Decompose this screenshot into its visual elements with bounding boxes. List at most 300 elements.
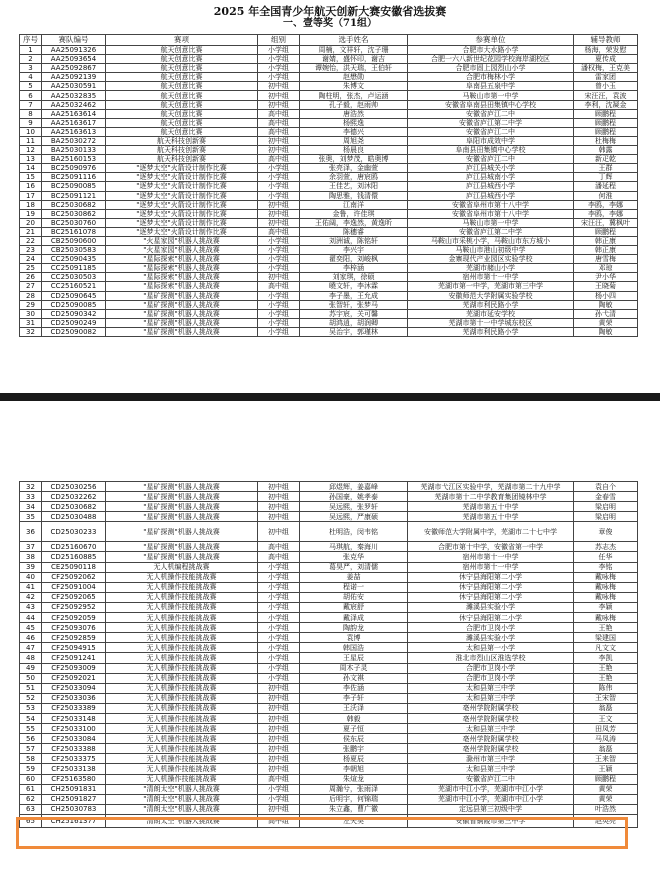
cell-team-id: CF25091004	[42, 582, 106, 592]
cell-players: 侯东辰	[300, 734, 408, 744]
table-row	[20, 127, 638, 136]
cell-index: 23	[20, 246, 42, 255]
cell-unit: 合肥市第十中学，安徽省第一中学	[408, 542, 574, 552]
cell-index: 56	[20, 734, 42, 744]
cell-group: 高中组	[258, 127, 300, 136]
cell-players: 朱煊龙	[300, 774, 408, 784]
cell-players: 李佐涵	[300, 683, 408, 693]
cell-coach: 黄荣	[574, 318, 638, 327]
cell-unit: 安徽省庐江第二中学	[408, 118, 574, 127]
cell-team-id: BA25030272	[42, 136, 106, 145]
cell-event: "逐梦太空"火箭设计制作比赛	[106, 209, 258, 218]
table-row	[20, 327, 638, 336]
cell-index: 16	[20, 182, 42, 191]
cell-unit: 安徽省庐江二中	[408, 109, 574, 118]
cell-team-id: CD25160885	[42, 552, 106, 562]
cell-group: 小学组	[258, 64, 300, 73]
cell-team-id: BC25091116	[42, 173, 106, 182]
cell-players: 韩毅	[300, 713, 408, 723]
cell-unit: 庐江县城西小学	[408, 191, 574, 200]
cell-team-id: CD25032262	[42, 492, 106, 502]
table-row	[20, 582, 638, 592]
table-row	[20, 318, 638, 327]
cell-players: 吴远熙，张罗轩	[300, 502, 408, 512]
cell-index: 35	[20, 512, 42, 522]
cell-unit: 休宁县海阳第二小学	[408, 613, 574, 623]
cell-index: 3	[20, 64, 42, 73]
document-title: 2025 年全国青少年航天创新大赛安徽省选拔赛	[213, 5, 447, 18]
table-row	[20, 200, 638, 209]
table-row	[20, 764, 638, 774]
cell-team-id: CH25161377	[42, 814, 106, 827]
cell-players: 唐浩然	[300, 109, 408, 118]
cell-event: "逐梦太空"火箭设计制作比赛	[106, 200, 258, 209]
cell-group: 高中组	[258, 282, 300, 291]
cell-coach: 赵英亮	[574, 814, 638, 827]
cell-unit: 芜湖市第五十中学	[408, 502, 574, 512]
cell-team-id: CF25033375	[42, 754, 106, 764]
cell-coach: 杜梅梅	[574, 136, 638, 145]
cell-index: 54	[20, 713, 42, 723]
cell-event: "星矿探测"机器人挑战赛	[106, 309, 258, 318]
cell-coach: 顾鹏程	[574, 127, 638, 136]
cell-group: 小学组	[258, 255, 300, 264]
cell-unit: 濉溪县实验小学	[408, 602, 574, 612]
cell-index: 34	[20, 502, 42, 512]
cell-event: "逐梦太空"火箭设计制作比赛	[106, 164, 258, 173]
cell-index: 2	[20, 55, 42, 64]
cell-team-id: CD25030233	[42, 522, 106, 542]
awards-table-part1	[19, 34, 638, 337]
cell-team-id: CC25160521	[42, 282, 106, 291]
cell-group: 小学组	[258, 300, 300, 309]
section-subtitle: 一、壹等奖（71组）	[283, 18, 377, 29]
cell-players: 李德兴	[300, 127, 408, 136]
table-row	[20, 255, 638, 264]
cell-coach: 雷家团	[574, 73, 638, 82]
cell-group: 高中组	[258, 118, 300, 127]
header-coach: 辅导教师	[574, 35, 638, 46]
cell-unit: 太和县第三中学	[408, 683, 574, 693]
cell-players: 李梓涵	[300, 264, 408, 273]
cell-unit: 休宁县海阳第二小学	[408, 572, 574, 582]
cell-event: 无人机操作技能挑战赛	[106, 724, 258, 734]
cell-index: 60	[20, 774, 42, 784]
cell-event: 航天创意比赛	[106, 100, 258, 109]
cell-unit: 芜湖市第一中学，芜湖市第三中学	[408, 282, 574, 291]
cell-group: 小学组	[258, 613, 300, 623]
cell-index: 49	[20, 663, 42, 673]
header-group: 组别	[258, 35, 300, 46]
cell-unit: 合肥市卫岗小学	[408, 673, 574, 683]
cell-coach: 翁磊	[574, 744, 638, 754]
cell-team-id: CF25033388	[42, 744, 106, 754]
cell-team-id: CH25091827	[42, 794, 106, 804]
cell-team-id: CD25090249	[42, 318, 106, 327]
table-row	[20, 227, 638, 236]
cell-unit: 宿州市第十一中学	[408, 552, 574, 562]
cell-event: "星矿探测"机器人挑战赛	[106, 492, 258, 502]
cell-team-id: AA25092139	[42, 73, 106, 82]
cell-team-id: CF25092062	[42, 572, 106, 582]
cell-event: 无人机操作技能挑战赛	[106, 613, 258, 623]
cell-event: "星际探索"机器人挑战赛	[106, 282, 258, 291]
table-row	[20, 724, 638, 734]
cell-players: 胡佑安	[300, 592, 408, 602]
cell-index: 12	[20, 146, 42, 155]
cell-index: 40	[20, 572, 42, 582]
cell-event: 航天创意比赛	[106, 118, 258, 127]
cell-coach: 宋汪汪，冀枫叶	[574, 218, 638, 227]
awards-table-part2	[19, 481, 638, 828]
cell-players: 江南洋	[300, 200, 408, 209]
table-row	[20, 282, 638, 291]
cell-event: 航天科技创新赛	[106, 136, 258, 145]
cell-team-id: CD25160670	[42, 542, 106, 552]
cell-unit: 定远县第三初级中学	[408, 804, 574, 814]
cell-players: 葛昊严，刘清儒	[300, 562, 408, 572]
cell-players: 陶思雅，钱清儇	[300, 191, 408, 200]
table-row	[20, 512, 638, 522]
table-row	[20, 602, 638, 612]
table-row	[20, 236, 638, 245]
cell-group: 高中组	[258, 542, 300, 552]
cell-group: 高中组	[258, 109, 300, 118]
cell-players: 陶柱明，张杰，卢运涵	[300, 91, 408, 100]
table-row	[20, 613, 638, 623]
cell-players: 程诺一	[300, 582, 408, 592]
cell-unit: 太和县第三中学	[408, 724, 574, 734]
cell-coach: 韩露	[574, 146, 638, 155]
table-row	[20, 502, 638, 512]
cell-group: 高中组	[258, 227, 300, 236]
cell-group: 高中组	[258, 552, 300, 562]
cell-coach: 金春雪	[574, 492, 638, 502]
cell-coach: 杨小四	[574, 291, 638, 300]
cell-players: 刘家琪，徐硕	[300, 273, 408, 282]
cell-index: 55	[20, 724, 42, 734]
cell-group: 小学组	[258, 562, 300, 572]
table-row	[20, 73, 638, 82]
cell-index: 32	[20, 327, 42, 336]
table-row	[20, 643, 638, 653]
cell-coach: 戴咏梅	[574, 592, 638, 602]
cell-coach: 王晓菊	[574, 282, 638, 291]
cell-coach: 王艳	[574, 673, 638, 683]
table-row	[20, 784, 638, 794]
cell-group: 初中组	[258, 100, 300, 109]
cell-unit: 合肥市固上园烈山小学	[408, 64, 574, 73]
cell-unit: 安徽师范大学附属中学，芜湖市二十七中学	[408, 522, 574, 542]
cell-index: 14	[20, 164, 42, 173]
cell-coach: 王颖	[574, 764, 638, 774]
cell-coach: 丁辉	[574, 173, 638, 182]
cell-index: 62	[20, 794, 42, 804]
cell-index: 4	[20, 73, 42, 82]
cell-players: 孙文祺	[300, 673, 408, 683]
table-row	[20, 774, 638, 784]
cell-players: 谢婧，盛怀印，谢吉	[300, 55, 408, 64]
cell-coach: 王来智	[574, 754, 638, 764]
cell-unit: 宿州市第十一中学	[408, 562, 574, 572]
table-row	[20, 703, 638, 713]
cell-team-id: AA25092867	[42, 64, 106, 73]
cell-event: 无人机操作技能挑战赛	[106, 754, 258, 764]
cell-group: 初中组	[258, 492, 300, 502]
cell-players: 陈穗睿	[300, 227, 408, 236]
cell-event: "火星家园"机器人挑战赛	[106, 236, 258, 245]
cell-index: 1	[20, 46, 42, 55]
cell-event: 无人机操作技能挑战赛	[106, 734, 258, 744]
table-row	[20, 46, 638, 55]
cell-team-id: AA25091326	[42, 46, 106, 55]
cell-unit: 太和县第一小学	[408, 643, 574, 653]
table-row	[20, 246, 638, 255]
cell-team-id: CF25033036	[42, 693, 106, 703]
cell-players: 夏子恒	[300, 724, 408, 734]
cell-group: 小学组	[258, 236, 300, 245]
cell-team-id: CF25091241	[42, 653, 106, 663]
cell-coach: 梁启明	[574, 502, 638, 512]
cell-coach: 顾鹏程	[574, 109, 638, 118]
cell-players: 余羽萱，唐宸鸥	[300, 173, 408, 182]
cell-index: 15	[20, 173, 42, 182]
cell-event: 无人机操作技能挑战赛	[106, 713, 258, 723]
cell-index: 13	[20, 155, 42, 164]
cell-players: 姜喆	[300, 572, 408, 582]
cell-players: 杨晨良	[300, 146, 408, 155]
cell-group: 小学组	[258, 673, 300, 683]
cell-players: 杨夏辰	[300, 754, 408, 764]
cell-event: "星矿探测"机器人挑战赛	[106, 552, 258, 562]
cell-unit: 安徽省铜陵市第三中学	[408, 814, 574, 827]
cell-event: "逐梦太空"火箭设计制作比赛	[106, 173, 258, 182]
cell-index: 36	[20, 522, 42, 542]
cell-coach: 李铭	[574, 562, 638, 572]
cell-event: 无人机操作技能挑战赛	[106, 764, 258, 774]
cell-index: 41	[20, 582, 42, 592]
table-row	[20, 683, 638, 693]
cell-event: 无人机操作技能挑战赛	[106, 633, 258, 643]
cell-event: "清朗太空"机器人挑战赛	[106, 804, 258, 814]
cell-team-id: CF25033084	[42, 734, 106, 744]
cell-group: 初中组	[258, 502, 300, 512]
cell-players: 周木子灵	[300, 663, 408, 673]
cell-team-id: CD25030256	[42, 482, 106, 492]
cell-event: 无人机操作技能挑战赛	[106, 572, 258, 582]
cell-event: 航天创意比赛	[106, 82, 258, 91]
cell-event: "逐梦太空"火箭设计制作比赛	[106, 182, 258, 191]
cell-team-id: CF25093076	[42, 623, 106, 633]
table-row	[20, 82, 638, 91]
cell-players: 李朝旭	[300, 764, 408, 774]
cell-coach: 田凤芳	[574, 724, 638, 734]
cell-coach: 唐雪梅	[574, 255, 638, 264]
cell-group: 初中组	[258, 522, 300, 542]
cell-team-id: CD25090082	[42, 327, 106, 336]
cell-coach: 韩正康	[574, 246, 638, 255]
cell-team-id: CD25030488	[42, 512, 106, 522]
cell-group: 初中组	[258, 512, 300, 522]
cell-group: 小学组	[258, 318, 300, 327]
table-row	[20, 552, 638, 562]
cell-index: 46	[20, 633, 42, 643]
header-players: 选手姓名	[300, 35, 408, 46]
table-row	[20, 118, 638, 127]
cell-players: 李子轩	[300, 693, 408, 703]
cell-players: 王佑阔，李逸然，黄逸昕	[300, 218, 408, 227]
cell-group: 初中组	[258, 82, 300, 91]
cell-team-id: CD25090342	[42, 309, 106, 318]
cell-index: 51	[20, 683, 42, 693]
cell-team-id: AA25163613	[42, 127, 106, 136]
cell-team-id: AA25032462	[42, 100, 106, 109]
cell-team-id: BA25030133	[42, 146, 106, 155]
cell-players: 韩国浩	[300, 643, 408, 653]
cell-index: 59	[20, 764, 42, 774]
cell-players: 张克华	[300, 552, 408, 562]
cell-group: 小学组	[258, 794, 300, 804]
cell-group: 初中组	[258, 693, 300, 703]
cell-players: 陶韵龙	[300, 623, 408, 633]
header-index: 序号	[20, 35, 42, 46]
cell-group: 小学组	[258, 55, 300, 64]
cell-unit: 安徽省庐江二中	[408, 127, 574, 136]
cell-coach: 顾鹏程	[574, 118, 638, 127]
cell-index: 31	[20, 318, 42, 327]
cell-players: 周瀚兮，张雨泽	[300, 784, 408, 794]
cell-unit: 太和县第三中学	[408, 764, 574, 774]
cell-group: 小学组	[258, 663, 300, 673]
table-row	[20, 794, 638, 804]
cell-team-id: CF25033094	[42, 683, 106, 693]
table-row	[20, 663, 638, 673]
cell-index: 24	[20, 255, 42, 264]
cell-index: 26	[20, 273, 42, 282]
cell-index: 61	[20, 784, 42, 794]
cell-coach: 王艳	[574, 663, 638, 673]
cell-players: 周楠，文祥轩，沈子珊	[300, 46, 408, 55]
table-row	[20, 633, 638, 643]
cell-group: 小学组	[258, 602, 300, 612]
cell-group: 初中组	[258, 713, 300, 723]
cell-coach: 陶敏	[574, 327, 638, 336]
cell-coach: 李鸥，李娜	[574, 209, 638, 218]
cell-team-id: BC25161078	[42, 227, 106, 236]
cell-group: 小学组	[258, 164, 300, 173]
cell-coach: 章俊	[574, 522, 638, 542]
table-row	[20, 91, 638, 100]
cell-event: "星际探索"机器人挑战赛	[106, 264, 258, 273]
cell-players: 苏宇宸，关可馨	[300, 309, 408, 318]
table-row	[20, 542, 638, 552]
cell-unit: 安徽师范大学附属实验学校	[408, 291, 574, 300]
cell-players: 赵懋勋	[300, 73, 408, 82]
cell-unit: 合肥市卫岗小学	[408, 623, 574, 633]
cell-index: 6	[20, 91, 42, 100]
cell-players: 王星辰	[300, 653, 408, 663]
cell-team-id: CF25092952	[42, 602, 106, 612]
table-row	[20, 653, 638, 663]
cell-players: 张鹏宇	[300, 744, 408, 754]
cell-players: 张亮泽，金幽萱	[300, 164, 408, 173]
cell-team-id: CH25091831	[42, 784, 106, 794]
table-row	[20, 492, 638, 502]
cell-index: 53	[20, 703, 42, 713]
cell-unit: 合肥市大水路小学	[408, 46, 574, 55]
cell-team-id: CF25093009	[42, 663, 106, 673]
cell-event: "清朗太空"机器人挑战赛	[106, 794, 258, 804]
cell-event: "星际探索"机器人挑战赛	[106, 273, 258, 282]
cell-group: 初中组	[258, 482, 300, 492]
cell-coach: 陶敏	[574, 300, 638, 309]
cell-coach: 袁自个	[574, 482, 638, 492]
cell-players: 吴远熙，严康硕	[300, 512, 408, 522]
cell-group: 小学组	[258, 309, 300, 318]
cell-group: 小学组	[258, 191, 300, 200]
highlight-box	[16, 817, 628, 849]
cell-event: "星矿探测"机器人挑战赛	[106, 542, 258, 552]
cell-unit: 亳州学院附属学校	[408, 744, 574, 754]
cell-coach: 何淮	[574, 191, 638, 200]
cell-players: 王沃泽	[300, 703, 408, 713]
cell-unit: 安徽省庐江二中	[408, 774, 574, 784]
cell-coach: 潘延程	[574, 182, 638, 191]
cell-players: 袁博	[300, 633, 408, 643]
cell-team-id: CF25033389	[42, 703, 106, 713]
cell-event: 航天创意比赛	[106, 91, 258, 100]
cell-coach: 李利，沈凝金	[574, 100, 638, 109]
cell-team-id: BC25030862	[42, 209, 106, 218]
cell-coach: 戴咏梅	[574, 582, 638, 592]
cell-index: 17	[20, 191, 42, 200]
table-row	[20, 100, 638, 109]
cell-unit: 马鞍山市采桃小学，马鞍山市东方城小	[408, 236, 574, 245]
cell-event: 航天科技创新赛	[106, 146, 258, 155]
cell-coach: 邓琼	[574, 264, 638, 273]
cell-group: 初中组	[258, 754, 300, 764]
cell-group: 小学组	[258, 653, 300, 663]
cell-unit: 马鞍山市第一中学	[408, 218, 574, 227]
cell-players: 戴宸舒	[300, 602, 408, 612]
cell-players: 翟奕阳，刘峻枫	[300, 255, 408, 264]
table-row	[20, 273, 638, 282]
cell-team-id: BC25090976	[42, 164, 106, 173]
cell-coach: 叶浩然	[574, 804, 638, 814]
cell-coach: 王宋智	[574, 693, 638, 703]
table-row	[20, 146, 638, 155]
cell-team-id: AA25163614	[42, 109, 106, 118]
table-row	[20, 291, 638, 300]
cell-coach: 李鸥，李娜	[574, 200, 638, 209]
cell-group: 小学组	[258, 572, 300, 582]
table-row	[20, 623, 638, 633]
cell-unit: 安徽省阜州市第十八中学	[408, 200, 574, 209]
cell-event: 航天创意比赛	[106, 73, 258, 82]
cell-team-id: CF25033148	[42, 713, 106, 723]
cell-coach: 夏传成	[574, 55, 638, 64]
cell-coach: 黄荣	[574, 784, 638, 794]
cell-event: 航天科技创新赛	[106, 155, 258, 164]
cell-index: 21	[20, 227, 42, 236]
cell-unit: 休宁县海阳第二小学	[408, 582, 574, 592]
cell-group: 高中组	[258, 814, 300, 827]
cell-coach: 任华	[574, 552, 638, 562]
cell-event: "星矿探测"机器人挑战赛	[106, 502, 258, 512]
cell-group: 初中组	[258, 804, 300, 814]
cell-event: 航天创意比赛	[106, 109, 258, 118]
cell-team-id: CC25091185	[42, 264, 106, 273]
